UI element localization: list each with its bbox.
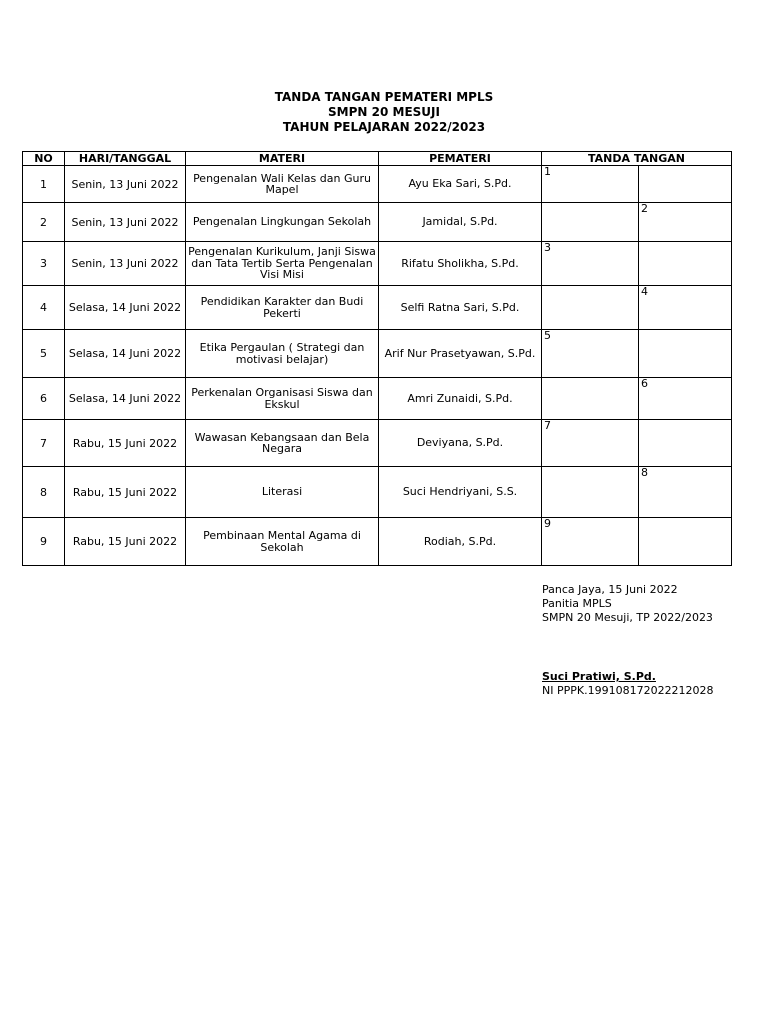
cell-no: 3 <box>23 242 65 286</box>
header-no: NO <box>23 152 65 166</box>
header-materi: MATERI <box>186 152 379 166</box>
signature-box[interactable]: 2 <box>639 203 732 242</box>
cell-date: Senin, 13 Juni 2022 <box>65 166 186 203</box>
cell-pemateri: Rifatu Sholikha, S.Pd. <box>379 242 542 286</box>
cell-materi: Pengenalan Lingkungan Sekolah <box>186 203 379 242</box>
signature-box-empty[interactable] <box>542 286 639 330</box>
cell-materi: Pendidikan Karakter dan Budi Pekerti <box>186 286 379 330</box>
school-label: SMPN 20 Mesuji, TP 2022/2023 <box>542 611 713 624</box>
table-row <box>23 420 732 467</box>
title-line-2: SMPN 20 MESUJI <box>328 105 440 119</box>
table-header-row <box>23 152 732 166</box>
cell-pemateri: Suci Hendriyani, S.S. <box>379 467 542 518</box>
cell-materi: Pembinaan Mental Agama di Sekolah <box>186 518 379 566</box>
cell-date: Rabu, 15 Juni 2022 <box>65 420 186 467</box>
cell-pemateri: Arif Nur Prasetyawan, S.Pd. <box>379 330 542 378</box>
table-row <box>23 203 732 242</box>
cell-pemateri: Selfi Ratna Sari, S.Pd. <box>379 286 542 330</box>
signature-box[interactable]: 4 <box>639 286 732 330</box>
signature-box-empty[interactable] <box>639 166 732 203</box>
table-row <box>23 166 732 203</box>
signer-block <box>542 670 714 698</box>
cell-pemateri: Amri Zunaidi, S.Pd. <box>379 378 542 420</box>
signature-footer <box>542 583 713 625</box>
signature-box-empty[interactable] <box>542 203 639 242</box>
signature-box-empty[interactable] <box>542 467 639 518</box>
table-row <box>23 242 732 286</box>
table-row <box>23 330 732 378</box>
header-date: HARI/TANGGAL <box>65 152 186 166</box>
place-date: Panca Jaya, 15 Juni 2022 <box>542 583 678 596</box>
cell-no: 5 <box>23 330 65 378</box>
cell-date: Selasa, 14 Juni 2022 <box>65 286 186 330</box>
cell-no: 2 <box>23 203 65 242</box>
document-title <box>0 90 768 135</box>
cell-no: 8 <box>23 467 65 518</box>
table-row <box>23 378 732 420</box>
cell-date: Selasa, 14 Juni 2022 <box>65 330 186 378</box>
header-pemateri: PEMATERI <box>379 152 542 166</box>
cell-no: 1 <box>23 166 65 203</box>
signer-id: NI PPPK.199108172022212028 <box>542 684 714 697</box>
cell-date: Senin, 13 Juni 2022 <box>65 242 186 286</box>
cell-materi: Etika Pergaulan ( Strategi dan motivasi belajar) <box>186 330 379 378</box>
cell-no: 7 <box>23 420 65 467</box>
cell-date: Selasa, 14 Juni 2022 <box>65 378 186 420</box>
signature-box[interactable]: 8 <box>639 467 732 518</box>
cell-pemateri: Deviyana, S.Pd. <box>379 420 542 467</box>
table-row <box>23 467 732 518</box>
signature-table <box>22 151 732 566</box>
cell-no: 4 <box>23 286 65 330</box>
cell-date: Rabu, 15 Juni 2022 <box>65 518 186 566</box>
cell-materi: Pengenalan Kurikulum, Janji Siswa dan Tata Tertib Serta Pengenalan Visi Misi <box>186 242 379 286</box>
table-row <box>23 518 732 566</box>
signature-box[interactable]: 7 <box>542 420 639 467</box>
title-line-3: TAHUN PELAJARAN 2022/2023 <box>282 120 486 134</box>
signature-box-empty[interactable] <box>639 420 732 467</box>
signature-box[interactable]: 3 <box>542 242 639 286</box>
signature-box[interactable]: 5 <box>542 330 639 378</box>
cell-pemateri: Ayu Eka Sari, S.Pd. <box>379 166 542 203</box>
cell-date: Rabu, 15 Juni 2022 <box>65 467 186 518</box>
cell-materi: Wawasan Kebangsaan dan Bela Negara <box>186 420 379 467</box>
signature-box[interactable]: 9 <box>542 518 639 566</box>
signature-box-empty[interactable] <box>542 378 639 420</box>
cell-date: Senin, 13 Juni 2022 <box>65 203 186 242</box>
signature-box-empty[interactable] <box>639 518 732 566</box>
signer-name: Suci Pratiwi, S.Pd. <box>542 670 656 683</box>
signature-box[interactable]: 6 <box>639 378 732 420</box>
header-signature: TANDA TANGAN <box>542 152 732 166</box>
signature-box-empty[interactable] <box>639 242 732 286</box>
signature-box[interactable]: 1 <box>542 166 639 203</box>
title-line-1: TANDA TANGAN PEMATERI MPLS <box>274 90 494 104</box>
table-row <box>23 286 732 330</box>
cell-materi: Pengenalan Wali Kelas dan Guru Mapel <box>186 166 379 203</box>
signature-box-empty[interactable] <box>639 330 732 378</box>
cell-materi: Literasi <box>186 467 379 518</box>
cell-materi: Perkenalan Organisasi Siswa dan Ekskul <box>186 378 379 420</box>
cell-pemateri: Jamidal, S.Pd. <box>379 203 542 242</box>
cell-no: 9 <box>23 518 65 566</box>
committee-label: Panitia MPLS <box>542 597 612 610</box>
cell-no: 6 <box>23 378 65 420</box>
cell-pemateri: Rodiah, S.Pd. <box>379 518 542 566</box>
